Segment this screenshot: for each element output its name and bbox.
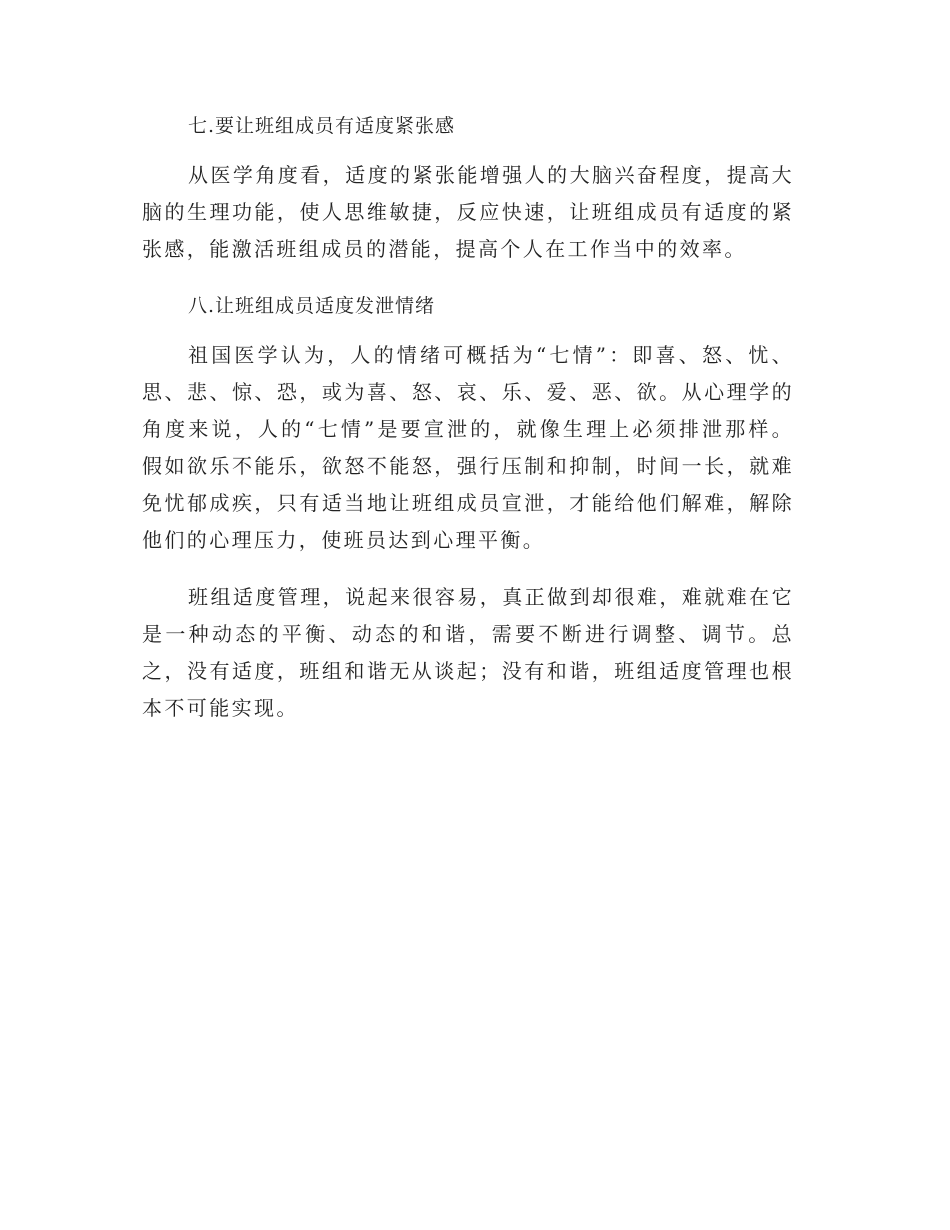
section-heading-8: 八.让班组成员适度发泄情绪 bbox=[188, 295, 436, 317]
document-page bbox=[142, 108, 794, 727]
section-paragraph-7: 从医学角度看，适度的紧张能增强人的大脑兴奋程度，提高大脑的生理功能，使人思维敏捷，反应快速，让班组成员有适度的紧张感，能激活班组成员的潜能，提高个人在工作当中的效率。 bbox=[142, 163, 794, 261]
section-heading-7: 七.要让班组成员有适度紧张感 bbox=[188, 115, 456, 137]
closing-paragraph: 班组适度管理，说起来很容易，真正做到却很难，难就难在它是一种动态的平衡、动态的和谐，需要不断进行调整、调节。总之，没有适度，班组和谐无从谈起；没有和谐，班组适度管理也根本不可能实现。 bbox=[142, 585, 794, 720]
section-paragraph-8: 祖国医学认为，人的情绪可概括为“七情”：即喜、怒、忧、思、悲、惊、恐，或为喜、怒、哀、乐、爱、恶、欲。从心理学的角度来说，人的“七情”是要宣泄的，就像生理上必须排泄那样。假如欲乐不能乐，欲怒不能怒，强行压制和抑制，时间一长，就难免忧郁成疾，只有适当地让班组成员宣泄，才能给他们解难，解除他们的心理压力，使班员达到心理平衡。 bbox=[142, 343, 794, 552]
